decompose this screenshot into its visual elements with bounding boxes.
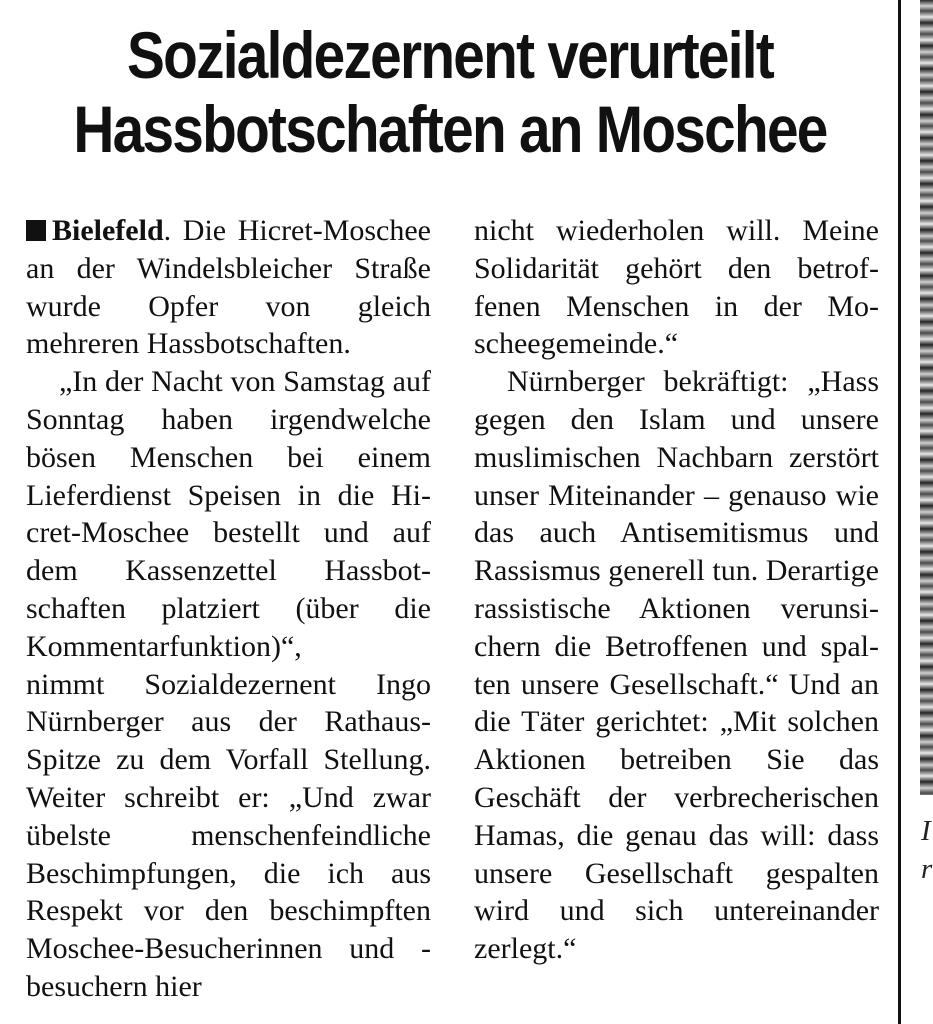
cropped-photo-edge: [920, 0, 933, 795]
lead-text: . Die Hicret-Moschee an der Windelsbleicher Straße wurde Opfer von gleich mehreren Hassbotschaften.: [26, 214, 431, 361]
reaction-paragraph: Nürnberger bekräftigt: „Hass gegen den Islam und unsere muslimischen Nachbarn zerstört unser Miteinander – genauso wie das auch Antisemitismus und Rassismus generell tun. Derartige rassistische Aktionen verunsichern die Betroffenen und spalten unsere Gesellschaft.“ Und an die Täter gerichtet: „Mit solchen Aktionen betreiben Sie das Geschäft der verbrecherischen Hamas, die genau das will: dass unsere Gesellschaft gespalten wird und sich untereinander zerlegt.“: [474, 365, 879, 966]
cropped-caption: [921, 812, 932, 888]
block-square-icon: [26, 220, 46, 241]
headline: [63, 18, 837, 166]
column-divider: [898, 0, 901, 1024]
statement-paragraph-part-1: nimmt Sozialdezernent Ingo Nürnberger aus der Rathaus-Spitze zu dem Vorfall Stellung. Weiter schreibt er: „Und zwar übelste menschenfeindliche Beschimpfungen, die ich aus Respekt vor den beschimpften Moschee-Besucherinnen und -besuchern hier: [26, 667, 431, 1003]
caption-fragment-line-1: I: [921, 815, 931, 847]
caption-fragment-line-2: r: [921, 853, 933, 885]
headline-line-2: Hassbotschaften an Moschee: [73, 92, 827, 166]
headline-line-1: Sozialdezernent verurteilt: [126, 18, 774, 92]
article-column-right: [474, 212, 879, 968]
statement-paragraph-part-2: nicht wiederholen will. Meine Solidarität gehört den betroffenen Menschen in der Moscheegemeinde.“: [474, 214, 879, 361]
lead-paragraph: [26, 212, 431, 363]
quote-paragraph: „In der Nacht von Samstag auf Sonntag haben irgendwelche bösen Menschen bei einem Lieferdienst Speisen in die Hicret-Moschee bestellt und auf dem Kassenzettel Hassbotschaften platziert (über die Kommentarfunktion)“,: [26, 365, 431, 663]
dateline: Bielefeld: [52, 214, 164, 247]
article-column-left: [26, 212, 431, 1006]
